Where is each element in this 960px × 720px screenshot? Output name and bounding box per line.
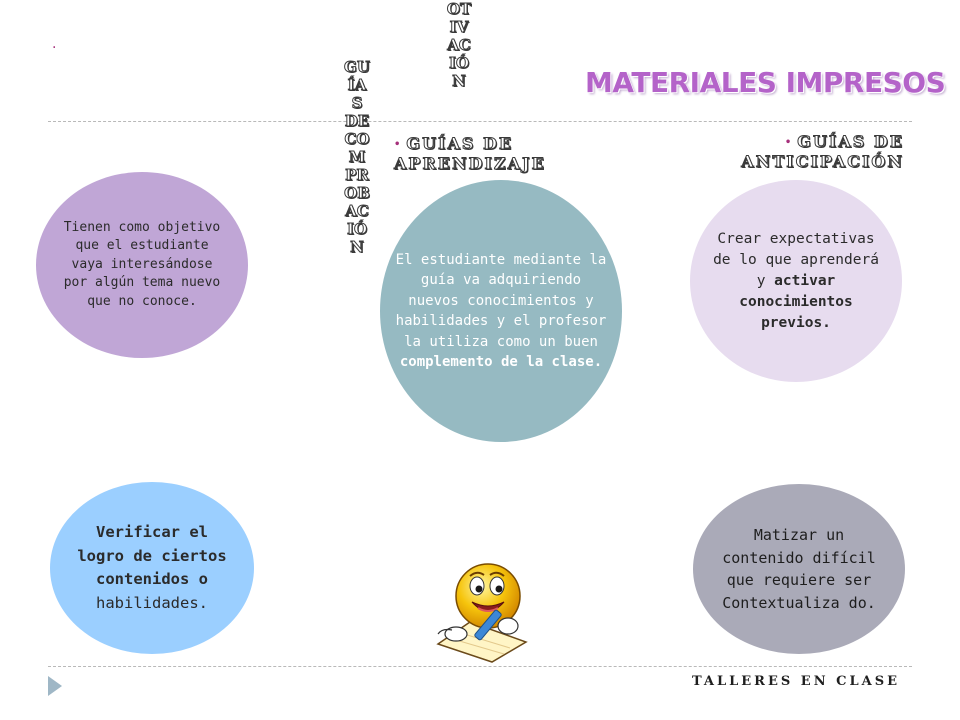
bottom-divider <box>48 666 912 667</box>
section-anticipacion-heading: • GUÍAS DE ANTICIPACIÓN <box>741 132 904 171</box>
top-dot: . <box>52 36 57 52</box>
bubble-anticipacion-text: Crear expectativas de lo que aprenderá y <box>713 230 879 289</box>
bubble-comprobacion <box>50 482 254 654</box>
bubble-aprendizaje <box>380 180 622 442</box>
bubble-aprendizaje-bold-text: complemento de la clase. <box>399 354 603 370</box>
section-motivacion-vertical: OTIVACIÓN <box>446 0 472 90</box>
smiley-writing-icon <box>430 556 534 664</box>
top-divider <box>48 121 912 122</box>
page-title: MATERIALES IMPRESOS <box>585 66 946 99</box>
bubble-comprobacion-bold-text: Verificar el logro de ciertos contenidos o <box>77 523 227 588</box>
nav-triangle-icon[interactable] <box>48 676 62 696</box>
bubble-motivacion <box>36 172 248 358</box>
bubble-comprobacion-text: habilidades. <box>96 593 208 612</box>
bubble-anticipacion-bold-text: activar conocimientos previos. <box>739 272 853 331</box>
bubble-talleres-text: Matizar un contenido difícil que requiere ser Contextualiza do. <box>722 526 876 612</box>
bubble-talleres <box>693 484 905 654</box>
bubble-aprendizaje-text: El estudiante mediante la guía va adquiriendo nuevos conocimientos y habilidades y el profesor la utiliza como un buen <box>395 251 607 350</box>
footer-label: TALLERES EN CLASE <box>691 674 900 689</box>
section-comprobacion-vertical: GUÍAS DE COMPROBACIÓN <box>344 58 370 256</box>
bubble-motivacion-text: Tienen como objetivo que el estudiante vaya interesándose por algún tema nuevo que no conoce. <box>63 219 221 309</box>
bubble-anticipacion <box>690 180 902 382</box>
section-aprendizaje-heading: • GUÍAS DE APRENDIZAJE <box>394 134 546 173</box>
